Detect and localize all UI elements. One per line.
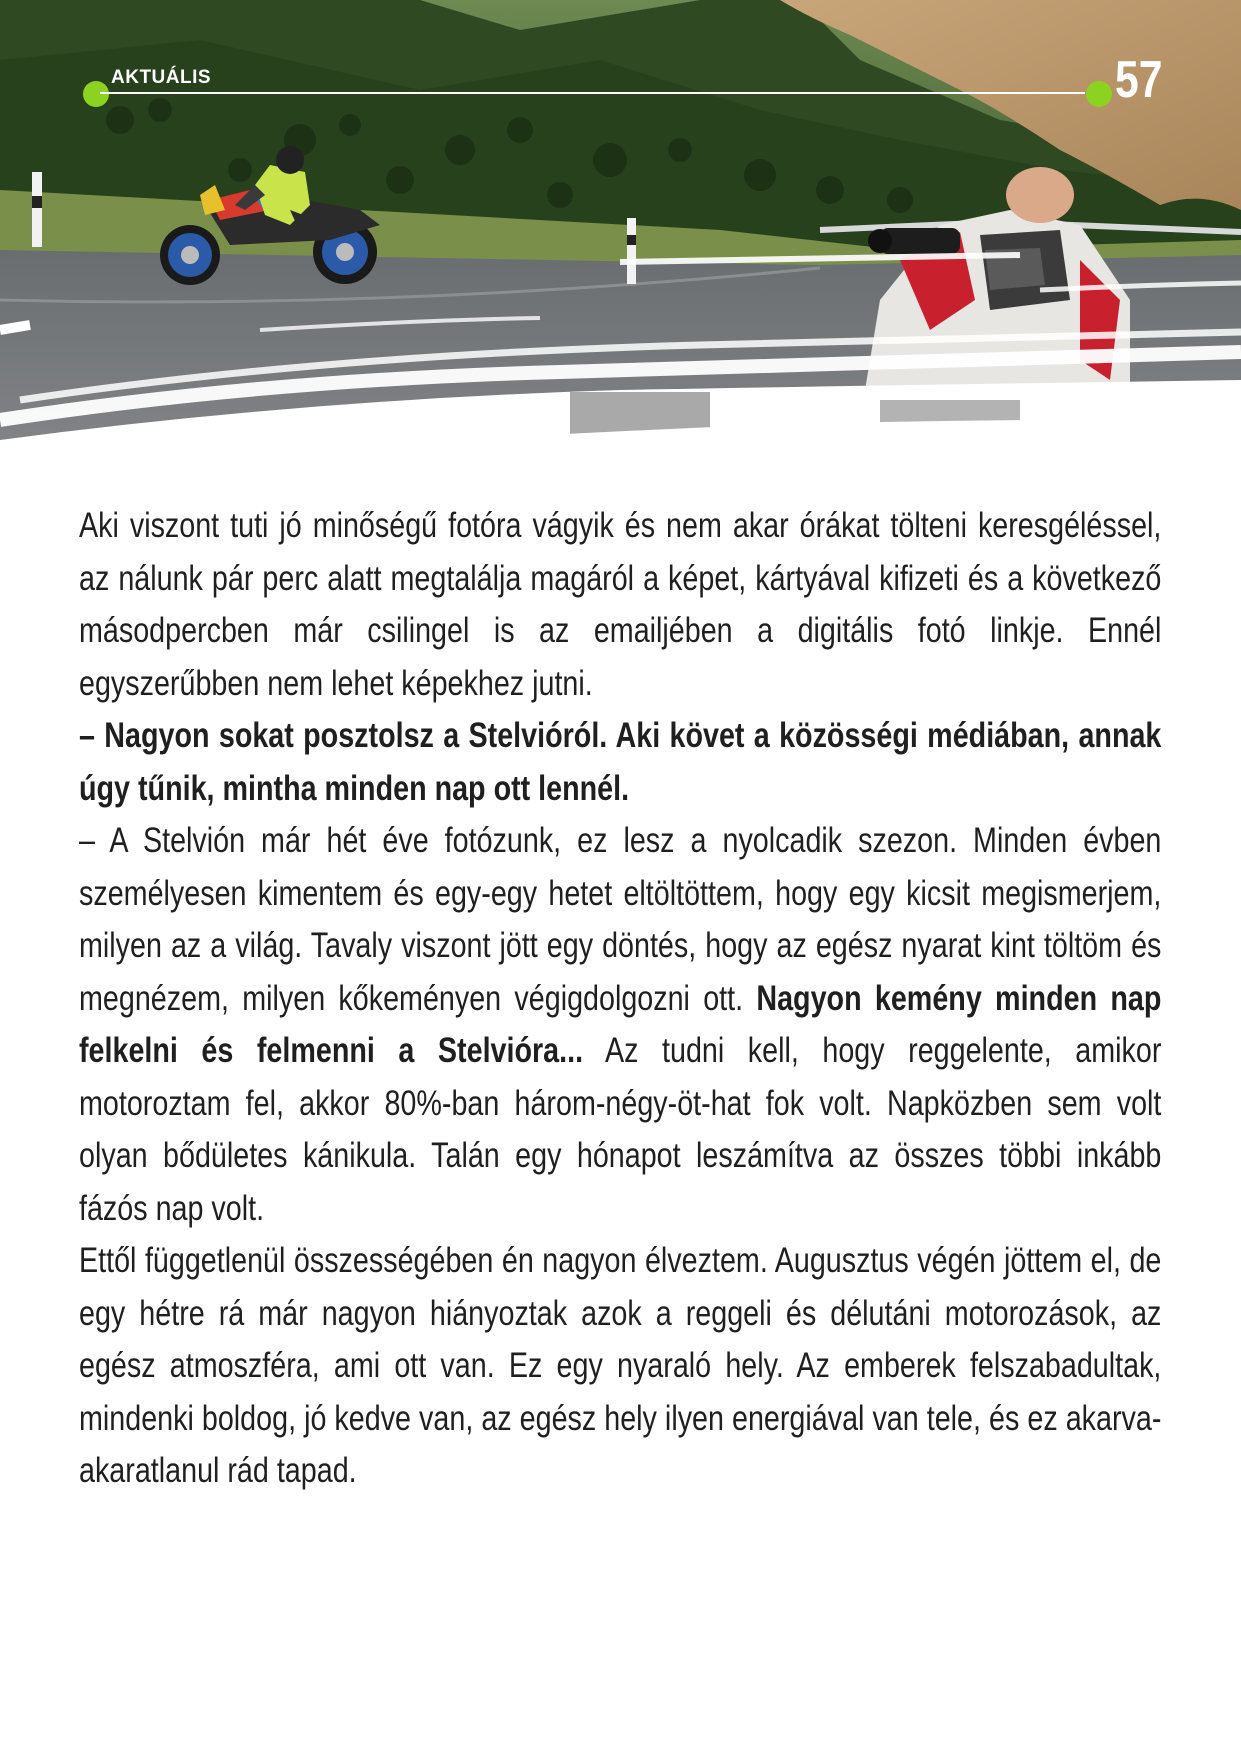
section-dot-icon [83, 81, 109, 107]
interview-question: – Nagyon sokat posztolsz a Stelvióról. Aki követ a közösségi médiában, annak úgy tűnik, mintha minden nap ott lennél. [79, 716, 1162, 808]
paragraph-closing: Ettől függetlenül összességében én nagyon élveztem. Augusztus végén jöttem el, de egy hétre rá már nagyon hiányoztak azok a reggeli és délutáni motorozások, az egész atmoszféra, ami ott van. Ez egy nyaraló hely. Az emberek felszabadultak, mindenki boldog, jó kedve van, az egész hely ilyen energiával van tele, és ez akarva-akaratlanul rád tapad. [79, 1241, 1162, 1490]
paragraph-intro: Aki viszont tuti jó minőségű fotóra vágyik és nem akar órákat tölteni keresgéléssel, az nálunk pár perc alatt megtalálja magáról a képet, kártyával kifizeti és a következő másodpercben már csilingel is az emailjében a digitális fotó linkje. Ennél egyszerűbben nem lehet képekhez jutni. [79, 506, 1162, 703]
section-label: AKTUÁLIS [111, 67, 212, 88]
page-number: 57 [1115, 51, 1163, 109]
interview-answer [79, 815, 1161, 1235]
answer-emphasis: Nagyon kemény minden nap felkelni és felmenni a Stelvióra... [79, 978, 1162, 1070]
article-body [79, 500, 1161, 1498]
answer-text-2: Az tudni kell, hogy reggelente, amikor motoroztam fel, akkor 80%-ban három-négy-öt-hat fok volt. Napközben sem volt olyan bődületes kánikula. Talán egy hónapot leszámítva az összes többi inkább fázós nap volt. [79, 1031, 1162, 1228]
answer-text-1: – A Stelvión már hét éve fotózunk, ez lesz a nyolcadik szezon. Minden évben személyesen kimentem és egy-egy hetet eltöltöttem, hogy egy kicsit megismerjem, milyen az a világ. Tavaly viszont jött egy döntés, hogy az egész nyarat kint töltöm és megnézem, milyen kőkeményen végigdolgozni ott. [79, 821, 1162, 1018]
header-divider [100, 92, 1085, 94]
page-dot-icon [1086, 81, 1112, 107]
